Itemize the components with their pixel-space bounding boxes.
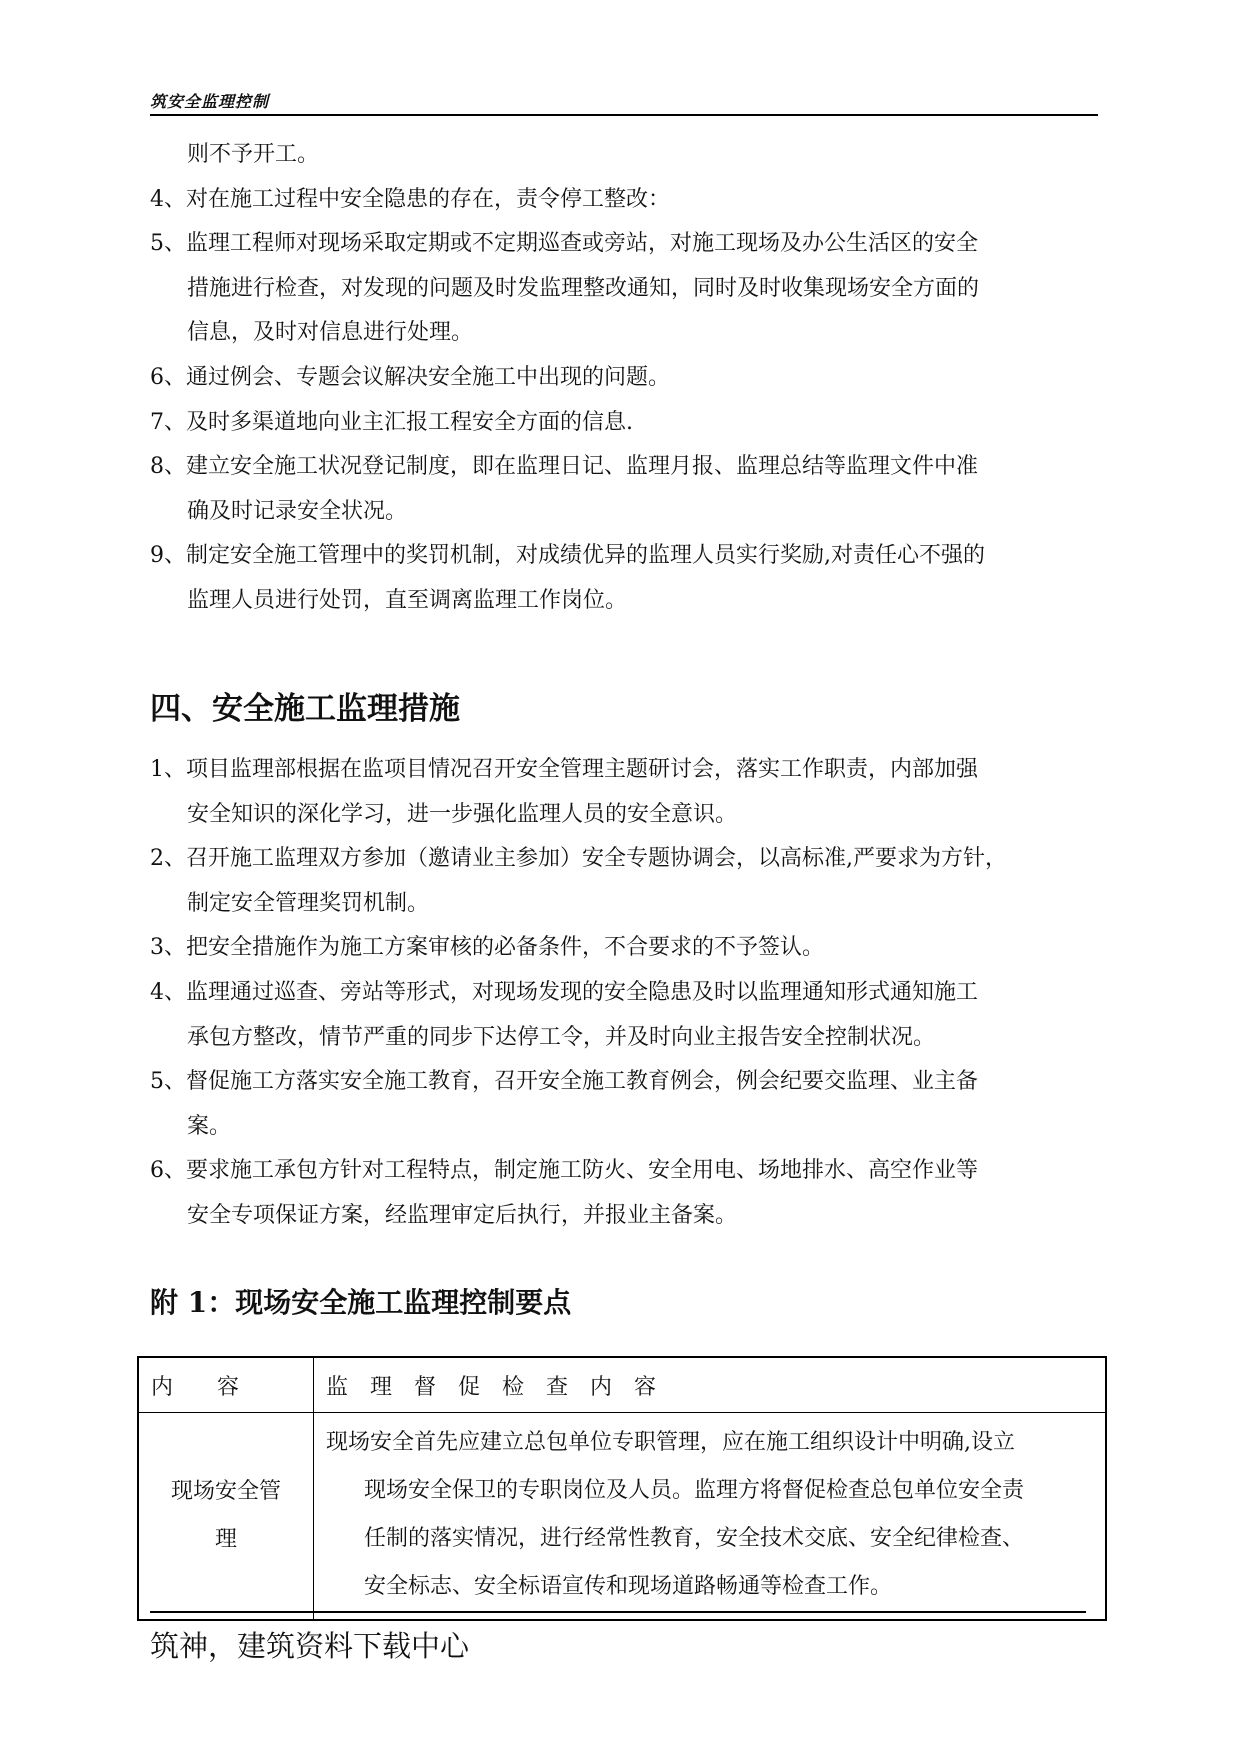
- table-cell-item-line1: 现场安全管: [170, 1479, 281, 1504]
- body-text-line: 8、建立安全施工状况登记制度，即在监理日记、监理月报、监理总结等监理文件中准: [150, 454, 978, 480]
- table-detail-line: 任制的落实情况，进行经常性教育，安全技术交底、安全纪律检查、: [364, 1526, 1025, 1551]
- body-text-line: 5、监理工程师对现场采取定期或不定期巡查或旁站，对施工现场及办公生活区的安全: [150, 231, 978, 257]
- body-text-line: 承包方整改，情节严重的同步下达停工令，并及时向业主报告安全控制状况。: [187, 1024, 936, 1050]
- body-text-line: 2、召开施工监理双方参加（邀请业主参加）安全专题协调会，以高标准,严要求为方针，: [150, 846, 1007, 872]
- body-text-line: 安全专项保证方案，经监理审定后执行，并报业主备案。: [187, 1203, 738, 1228]
- control-points-table: [137, 1356, 1107, 1621]
- body-text-line: 制定安全管理奖罚机制。: [187, 890, 430, 916]
- table-header-inspection: 监 理 督 促 检 查 内 容: [314, 1357, 1107, 1413]
- footer-rule: [150, 1611, 1086, 1613]
- page-header-title: 筑安全监理控制: [150, 92, 270, 111]
- body-text-line: 6、通过例会、专题会议解决安全施工中出现的问题。: [150, 365, 670, 390]
- body-text-line: 1、项目监理部根据在监项目情况召开安全管理主题研讨会，落实工作职责，内部加强: [150, 757, 978, 782]
- body-text-line: 7、及时多渠道地向业主汇报工程安全方面的信息.: [150, 409, 633, 435]
- body-text-line: 4、对在施工过程中安全隐患的存在，责令停工整改：: [150, 186, 670, 212]
- appendix-title: 附 1：现场安全施工监理控制要点: [150, 1286, 572, 1319]
- body-text-line: 6、要求施工承包方针对工程特点，制定施工防火、安全用电、场地排水、高空作业等: [150, 1158, 978, 1184]
- table-header-content: 内 容: [138, 1357, 314, 1413]
- table-header-row: [138, 1357, 1106, 1413]
- body-text-line: 确及时记录安全状况。: [187, 498, 408, 524]
- body-text-line: 9、制定安全施工管理中的奖罚机制，对成绩优异的监理人员实行奖励,对责任心不强的: [150, 543, 985, 569]
- table-cell-detail: [314, 1413, 1107, 1621]
- body-text-line: 安全知识的深化学习，进一步强化监理人员的安全意识。: [187, 801, 738, 827]
- table-cell-item: [138, 1413, 314, 1621]
- table-detail-line: 现场安全保卫的专职岗位及人员。监理方将督促检查总包单位安全责: [364, 1478, 1025, 1503]
- body-text-line: 措施进行检查，对发现的问题及时发监理整改通知，同时及时收集现场安全方面的: [187, 275, 980, 301]
- body-text-line: 5、督促施工方落实安全施工教育，召开安全施工教育例会，例会纪要交监理、业主备: [150, 1069, 978, 1095]
- section-title: 四、安全施工监理措施: [150, 691, 460, 727]
- page-footer-text: 筑神，建筑资料下载中心: [150, 1629, 470, 1663]
- table-detail-line: 安全标志、安全标语宣传和现场道路畅通等检查工作。: [364, 1574, 893, 1599]
- table-row: [138, 1413, 1106, 1621]
- table-detail-line: 现场安全首先应建立总包单位专职管理，应在施工组织设计中明确,设立: [326, 1430, 1015, 1455]
- body-text-line: 4、监理通过巡查、旁站等形式，对现场发现的安全隐患及时以监理通知形式通知施工: [150, 980, 978, 1005]
- table-cell-item-line2: 理: [214, 1527, 237, 1552]
- body-text-line: 信息，及时对信息进行处理。: [187, 320, 474, 346]
- body-text-line: 则不予开工。: [187, 142, 320, 167]
- body-text-line: 案。: [187, 1113, 232, 1139]
- body-text-line: 3、把安全措施作为施工方案审核的必备条件，不合要求的不予签认。: [150, 935, 824, 961]
- body-text-line: 监理人员进行处罚，直至调离监理工作岗位。: [187, 588, 628, 613]
- header-rule: [150, 114, 1098, 116]
